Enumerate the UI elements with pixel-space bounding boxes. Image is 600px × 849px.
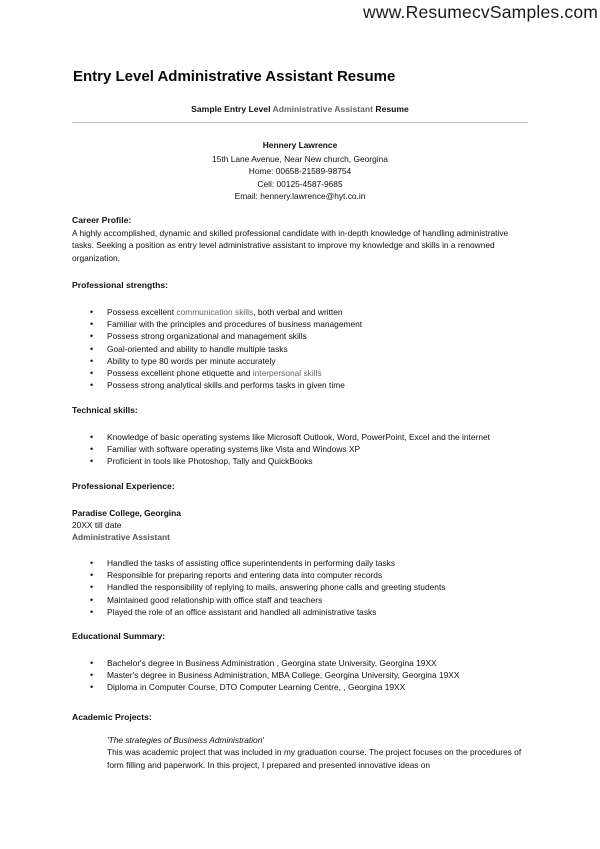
list-item: • Maintained good relationship with office staff and teachers (90, 594, 445, 606)
list-item: • Proficient in tools like Photoshop, Tally and QuickBooks (90, 455, 490, 467)
site-watermark: www.ResumecvSamples.com (363, 2, 599, 22)
list-item: • Diploma in Computer Course, DTO Computer Learning Centre, , Georgina 19XX (90, 681, 459, 693)
projects-heading: Academic Projects: (72, 712, 152, 722)
candidate-name: Hennery Lawrence (262, 140, 338, 150)
technical-list (90, 431, 490, 468)
experience-header (72, 507, 181, 543)
education-list (90, 657, 459, 694)
page-title: Entry Level Administrative Assistant Resume (73, 68, 396, 85)
subtitle-part1: Sample Entry Level (191, 104, 273, 114)
list-item: • Familiar with the principles and procedures of business management (90, 318, 362, 330)
list-item: • Possess strong organizational and management skills (90, 330, 362, 342)
list-item: • Possess strong analytical skills and performs tasks in given time (90, 379, 362, 391)
contact-address: 15th Lane Avenue, Near New church, Georgina (212, 154, 388, 164)
list-item: • Handled the responsibility of replying to mails, answering phone calls and greeting students (90, 581, 445, 593)
experience-heading: Professional Experience: (72, 481, 175, 491)
contact-email: Email: hennery.lawrence@hyt.co.in (234, 191, 366, 201)
employer: Paradise College, Georgina (72, 508, 181, 518)
education-heading: Educational Summary: (72, 631, 166, 641)
subtitle-part3: Resume (372, 104, 409, 114)
subtitle-part2: Administrative Assistant (272, 104, 373, 114)
list-item: • Responsible for preparing reports and entering data into computer records (90, 569, 445, 581)
subtitle (0, 104, 600, 114)
project-title: 'The strategies of Business Administration' (107, 735, 264, 745)
contact-cell-phone: Cell: 00125-4587-9685 (257, 179, 343, 189)
list-item: • Knowledge of basic operating systems like Microsoft Outlook, Word, PowerPoint, Excel and the internet (90, 431, 490, 443)
project-block (107, 734, 532, 771)
list-item: • Handled the tasks of assisting office superintendents in performing daily tasks (90, 557, 445, 569)
list-item: • Familiar with software operating systems like Vista and Windows XP (90, 443, 490, 455)
list-item: • Master's degree in Business Administration, MBA College, Georgina University, Georgina 19XX (90, 669, 459, 681)
strengths-heading: Professional strengths: (72, 280, 168, 290)
career-text: A highly accomplished, dynamic and skilled professional candidate with in-depth knowledge of handling administrative tasks. Seeking a position as entry level administrative assistant to improve my knowledge and skills in a renowned organization. (72, 228, 509, 263)
employment-dates: 20XX till date (72, 520, 122, 530)
list-item: • Ability to type 80 words per minute accurately (90, 355, 362, 367)
list-item: • Played the role of an office assistant and handled all administrative tasks (90, 606, 445, 618)
strengths-list (90, 306, 362, 391)
job-role: Administrative Assistant (72, 532, 170, 542)
project-text: This was academic project that was included in my graduation course. The project focuses on the procedures of form filling and paperwork. In this project, I prepared and presented innovative ideas on (107, 747, 522, 770)
contact-home-phone: Home: 00658-21589-98754 (248, 166, 352, 176)
career-heading: Career Profile: (72, 215, 132, 225)
list-item: • Possess excellent communication skills, both verbal and written (90, 306, 362, 318)
experience-list (90, 557, 445, 618)
list-item: • Possess excellent phone etiquette and interpersonal skills (90, 367, 362, 379)
technical-heading: Technical skills: (72, 405, 138, 415)
divider-rule (72, 122, 528, 123)
list-item: • Goal-oriented and ability to handle multiple tasks (90, 343, 362, 355)
list-item: • Bachelor's degree in Business Administration , Georgina state University, Georgina 19XX (90, 657, 459, 669)
